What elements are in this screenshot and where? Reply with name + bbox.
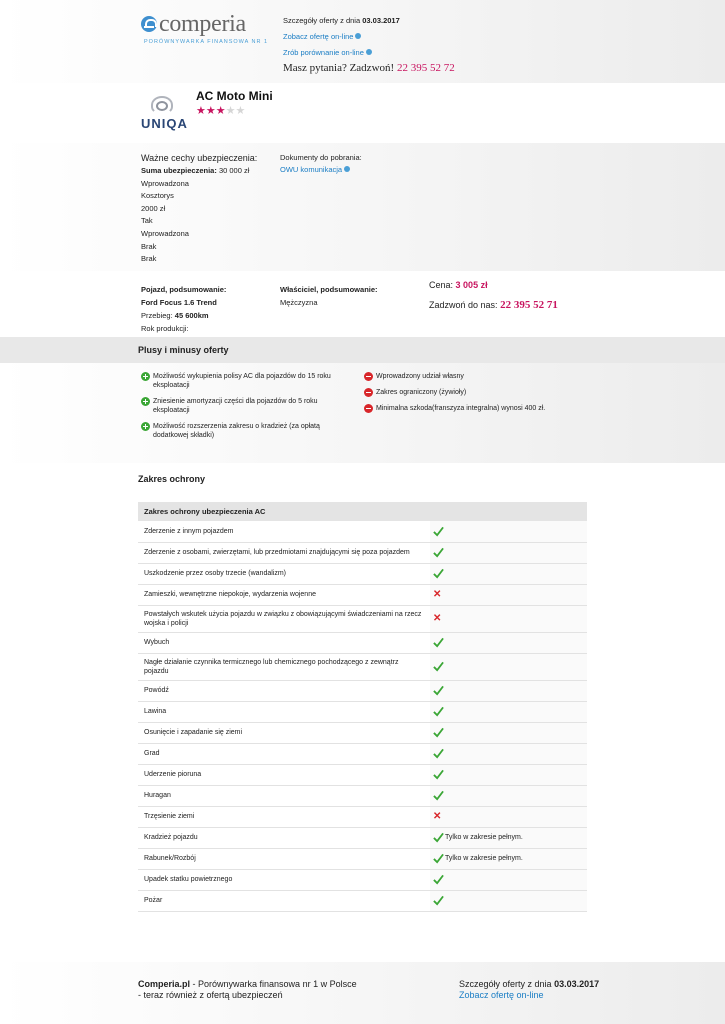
coverage-row xyxy=(138,632,587,653)
coverage-row xyxy=(138,542,587,563)
footer-see-offer-link[interactable]: Zobacz ofertę on-line xyxy=(459,990,544,1000)
coverage-item-status xyxy=(430,680,587,701)
minus-icon xyxy=(364,372,373,381)
coverage-item-name: Uszkodzenie przez osoby trzecie (wandalizm) xyxy=(138,563,430,584)
documents-title: Dokumenty do pobrania: xyxy=(280,153,362,162)
coverage-item-name: Zderzenie z osobami, zwierzętami, lub przedmiotami znajdującymi się poza pojazdem xyxy=(138,542,430,563)
call-us: Zadzwoń do nas: 22 395 52 71 xyxy=(429,299,558,311)
coverage-item-status xyxy=(430,542,587,563)
cross-icon: ✕ xyxy=(433,612,442,624)
comperia-logo-icon xyxy=(141,16,157,32)
coverage-item-name: Trzęsienie ziemi xyxy=(138,806,430,827)
coverage-section-title: Zakres ochrony xyxy=(138,474,206,484)
plus-icon xyxy=(141,372,150,381)
coverage-item-status xyxy=(430,521,587,542)
coverage-item-name: Powstałych wskutek użycia pojazdu w związku z obowiązującymi świadczeniami na rzecz wojska i policji xyxy=(138,605,430,632)
star-filled-icon: ★ xyxy=(196,105,206,117)
feature-value: 2000 zł xyxy=(141,203,166,213)
rating-stars xyxy=(196,104,245,117)
pros-cons-header xyxy=(0,337,725,363)
coverage-item-status xyxy=(430,563,587,584)
star-filled-icon: ★ xyxy=(205,105,216,117)
check-icon xyxy=(433,661,444,672)
coverage-item-status xyxy=(430,743,587,764)
offer-date: 03.03.2017 xyxy=(362,16,400,25)
coverage-item-status xyxy=(430,605,587,632)
info-icon xyxy=(366,49,372,55)
pros-list xyxy=(141,372,356,447)
coverage-row xyxy=(138,827,587,848)
con-item: Zakres ograniczony (żywioły) xyxy=(364,388,604,397)
page-footer xyxy=(0,962,725,1024)
coverage-row xyxy=(138,890,587,911)
coverage-item-status xyxy=(430,890,587,911)
coverage-item-name: Osunięcie i zapadanie się ziemi xyxy=(138,722,430,743)
cross-icon: ✕ xyxy=(433,810,442,822)
coverage-item-status xyxy=(430,869,587,890)
coverage-item-name: Upadek statku powietrznego xyxy=(138,869,430,890)
coverage-item-status xyxy=(430,848,587,869)
coverage-row xyxy=(138,701,587,722)
coverage-item-name: Powódź xyxy=(138,680,430,701)
coverage-item-name: Wybuch xyxy=(138,632,430,653)
coverage-item-status xyxy=(430,722,587,743)
pro-item: Zniesienie amortyzacji części dla pojazdów do 5 roku eksploatacji xyxy=(141,397,356,415)
pros-cons-title: Plusy i minusy oferty xyxy=(138,345,229,355)
coverage-row xyxy=(138,764,587,785)
cross-icon: ✕ xyxy=(433,588,442,600)
coverage-row xyxy=(138,680,587,701)
star-filled-icon: ★ xyxy=(215,105,226,117)
coverage-item-status xyxy=(430,764,587,785)
check-icon xyxy=(433,526,444,537)
coverage-row xyxy=(138,653,587,680)
coverage-note: Tylko w zakresie pełnym. xyxy=(445,855,523,862)
pro-item: Możliwość rozszerzenia zakresu o kradzież (za opłatą dodatkowej składki) xyxy=(141,422,356,440)
page-header xyxy=(0,0,725,83)
price-value: 3 005 zł xyxy=(455,280,488,290)
logo-subtitle: PORÓWNYWARKA FINANSOWA NR 1 xyxy=(144,39,269,45)
minus-icon xyxy=(364,388,373,397)
feature-value: Wprowadzona xyxy=(141,228,189,238)
coverage-item-status xyxy=(430,584,587,605)
check-icon xyxy=(433,568,444,579)
coverage-row xyxy=(138,584,587,605)
footer-tagline: Comperia.pl - Porównywarka finansowa nr 1 w Polsce - teraz również z ofertą ubezpieczeń xyxy=(138,979,357,1000)
coverage-row xyxy=(138,869,587,890)
comperia-logo[interactable] xyxy=(141,12,268,45)
check-icon xyxy=(433,790,444,801)
coverage-row xyxy=(138,848,587,869)
check-icon xyxy=(433,706,444,717)
coverage-row xyxy=(138,521,587,542)
coverage-item-status xyxy=(430,653,587,680)
offer-date-line: Szczegóły oferty z dnia 03.03.2017 xyxy=(283,16,400,25)
con-item: Wprowadzony udział własny xyxy=(364,372,604,381)
coverage-item-name: Rabunek/Rozbój xyxy=(138,848,430,869)
coverage-item-status xyxy=(430,806,587,827)
coverage-row xyxy=(138,722,587,743)
pros-cons-section xyxy=(0,363,725,463)
check-icon xyxy=(433,895,444,906)
plus-icon xyxy=(141,397,150,406)
check-icon xyxy=(433,637,444,648)
star-empty-icon: ★ xyxy=(235,105,246,117)
header-phone-number[interactable]: 22 395 52 72 xyxy=(396,62,455,74)
coverage-item-name: Nagłe działanie czynnika termicznego lub chemicznego pochodzącego z zewnątrz pojazdu xyxy=(138,653,430,680)
check-icon xyxy=(433,853,444,864)
check-icon xyxy=(433,832,444,843)
check-icon xyxy=(433,769,444,780)
owu-document-link[interactable]: OWU komunikacja xyxy=(280,165,343,174)
compare-online-link[interactable]: Zrób porównanie on-line xyxy=(283,48,364,57)
check-icon xyxy=(433,727,444,738)
logo-text: comperia xyxy=(159,11,246,37)
coverage-item-name: Uderzenie pioruna xyxy=(138,764,430,785)
coverage-row xyxy=(138,785,587,806)
vehicle-summary-title: Pojazd, podsumowanie: xyxy=(141,285,227,294)
coverage-row xyxy=(138,563,587,584)
price: Cena: 3 005 zł xyxy=(429,280,488,290)
coverage-item-status xyxy=(430,632,587,653)
vehicle-model: Ford Focus 1.6 Trend xyxy=(141,298,217,307)
cons-list xyxy=(364,372,604,420)
coverage-item-status xyxy=(430,785,587,806)
coverage-item-name: Grad xyxy=(138,743,430,764)
info-icon xyxy=(355,33,361,39)
feature-value: Wprowadzona xyxy=(141,178,189,188)
coverage-table-header: Zakres ochrony ubezpieczenia AC xyxy=(138,502,587,521)
info-icon xyxy=(344,166,350,172)
coverage-item-status xyxy=(430,827,587,848)
feature-value: Tak xyxy=(141,216,153,226)
insurer-name: UNIQA xyxy=(141,116,188,131)
coverage-item-name: Zamieszki, wewnętrzne niepokoje, wydarzenia wojenne xyxy=(138,584,430,605)
call-phone-number[interactable]: 22 395 52 71 xyxy=(500,299,558,311)
footer-brand[interactable]: Comperia.pl xyxy=(138,979,191,989)
feature-value: Brak xyxy=(141,241,157,251)
vehicle-mileage: Przebieg: 45 600km xyxy=(141,311,209,320)
check-icon xyxy=(433,748,444,759)
contact-line: Masz pytania? Zadzwoń! 22 395 52 72 xyxy=(283,62,455,74)
check-icon xyxy=(433,547,444,558)
star-empty-icon: ★ xyxy=(225,105,236,117)
coverage-item-name: Lawina xyxy=(138,701,430,722)
plus-icon xyxy=(141,422,150,431)
features-section xyxy=(0,143,725,271)
con-item: Minimalna szkoda(franszyza integralna) wynosi 400 zł. xyxy=(364,404,604,413)
check-icon xyxy=(433,874,444,885)
vehicle-production-year: Rok produkcji: xyxy=(141,324,189,333)
coverage-row xyxy=(138,605,587,632)
coverage-row xyxy=(138,806,587,827)
coverage-item-name: Kradzież pojazdu xyxy=(138,827,430,848)
features-title: Ważne cechy ubezpieczenia: xyxy=(141,153,258,163)
coverage-item-name: Pożar xyxy=(138,890,430,911)
feature-value: Kosztorys xyxy=(141,191,174,201)
feature-value: Brak xyxy=(141,254,157,264)
footer-offer-date: Szczegóły oferty z dnia 03.03.2017 xyxy=(459,979,600,989)
sum-insured: Suma ubezpieczenia: 30 000 zł xyxy=(141,166,250,175)
coverage-table xyxy=(138,502,587,912)
check-icon xyxy=(433,685,444,696)
coverage-item-name: Zderzenie z innym pojazdem xyxy=(138,521,430,542)
owner-gender: Mężczyzna xyxy=(280,298,318,307)
coverage-item-status xyxy=(430,701,587,722)
coverage-row xyxy=(138,743,587,764)
summary-section xyxy=(0,271,725,337)
coverage-note: Tylko w zakresie pełnym. xyxy=(445,834,523,841)
owner-summary-title: Właściciel, podsumowanie: xyxy=(280,285,378,294)
insurer-logo xyxy=(141,96,188,131)
see-offer-online-link[interactable]: Zobacz ofertę on-line xyxy=(283,32,354,41)
uniqa-symbol-icon xyxy=(151,96,173,114)
minus-icon xyxy=(364,404,373,413)
product-section xyxy=(0,83,725,143)
product-title: AC Moto Mini xyxy=(196,89,273,103)
pro-item: Możliwość wykupienia polisy AC dla pojazdów do 15 roku eksploatacji xyxy=(141,372,356,390)
coverage-item-name: Huragan xyxy=(138,785,430,806)
